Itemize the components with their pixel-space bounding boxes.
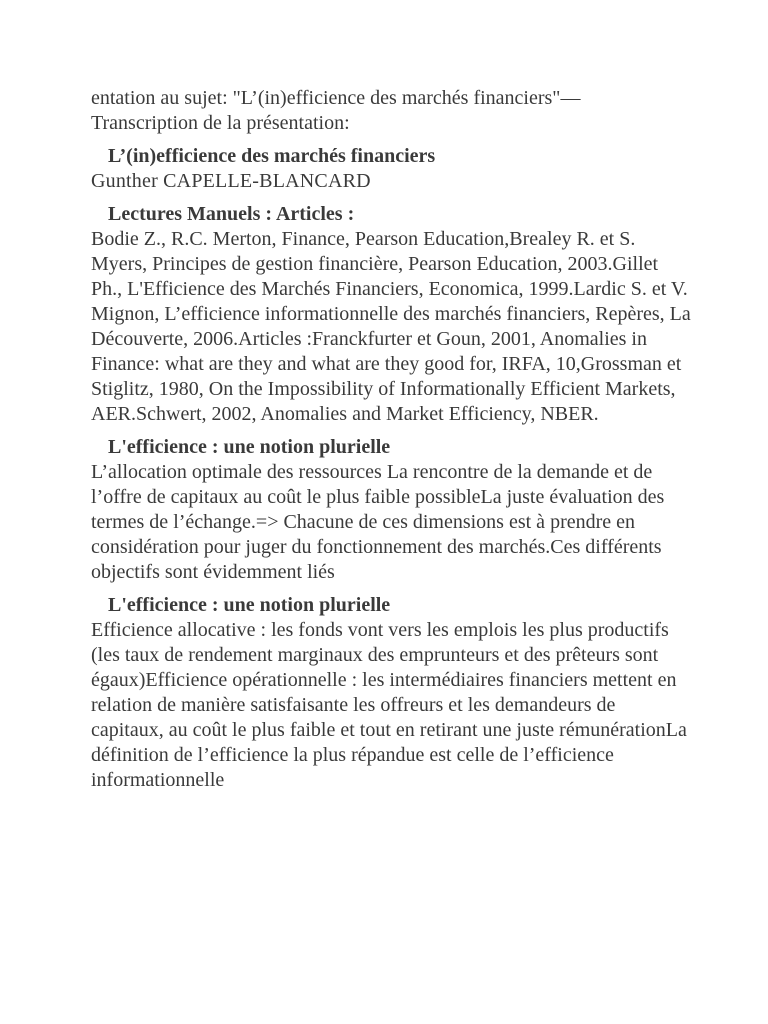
section-paragraph: L’allocation optimale des ressources La rencontre de la demande et de l’offre de capitaux au coût le plus faible possibleLa juste évaluation des termes de l’échange.=> Chacune de ces dimensions est à prendre en considération pour juger du fonctionnement des marchés.Ces différents objectifs sont évidemment liés — [91, 461, 665, 583]
intro-line-1: entation au sujet: "L’(in)efficience des marchés financiers"— — [91, 87, 581, 109]
section-plural-notion-2 — [91, 593, 691, 793]
document-page — [91, 86, 691, 801]
section-plural-notion-1 — [91, 435, 691, 585]
section-heading: L’(in)efficience des marchés financiers — [108, 145, 436, 167]
section-title-author — [91, 144, 691, 194]
author-name: Gunther CAPELLE-BLANCARD — [91, 170, 371, 192]
section-heading: L'efficience : une notion plurielle — [108, 436, 391, 458]
section-paragraph: Bodie Z., R.C. Merton, Finance, Pearson Education,Brealey R. et S. Myers, Principes de gestion financière, Pearson Education, 2003.Gillet Ph., L'Efficience des Marchés Financiers, Economica, 1999.Lardic S. et V. Mignon, L’efficience informationnelle des marchés financiers, Repères, La Découverte, 2006.Articles :Franckfurter et Goun, 2001, Anomalies in Finance: what are they and what are they good for, IRFA, 10,Grossman et Stiglitz, 1980, On the Impossibility of Informationally Efficient Markets, AER.Schwert, 2002, Anomalies and Market Efficiency, NBER. — [91, 228, 691, 425]
section-heading: Lectures Manuels : Articles : — [108, 203, 355, 225]
section-readings — [91, 202, 691, 427]
section-paragraph: Efficience allocative : les fonds vont vers les emplois les plus productifs (les taux de rendement marginaux des emprunteurs et des prêteurs sont égaux)Efficience opérationnelle : les intermédiaires financiers mettent en relation de manière satisfaisante les offreurs et les demandeurs de capitaux, au coût le plus faible et tout en retirant une juste rémunérationLa définition de l’efficience la plus répandue est celle de l’efficience informationnelle — [91, 619, 687, 791]
intro-line-2: Transcription de la présentation: — [91, 112, 350, 134]
intro-paragraph — [91, 86, 691, 136]
section-heading: L'efficience : une notion plurielle — [108, 594, 391, 616]
